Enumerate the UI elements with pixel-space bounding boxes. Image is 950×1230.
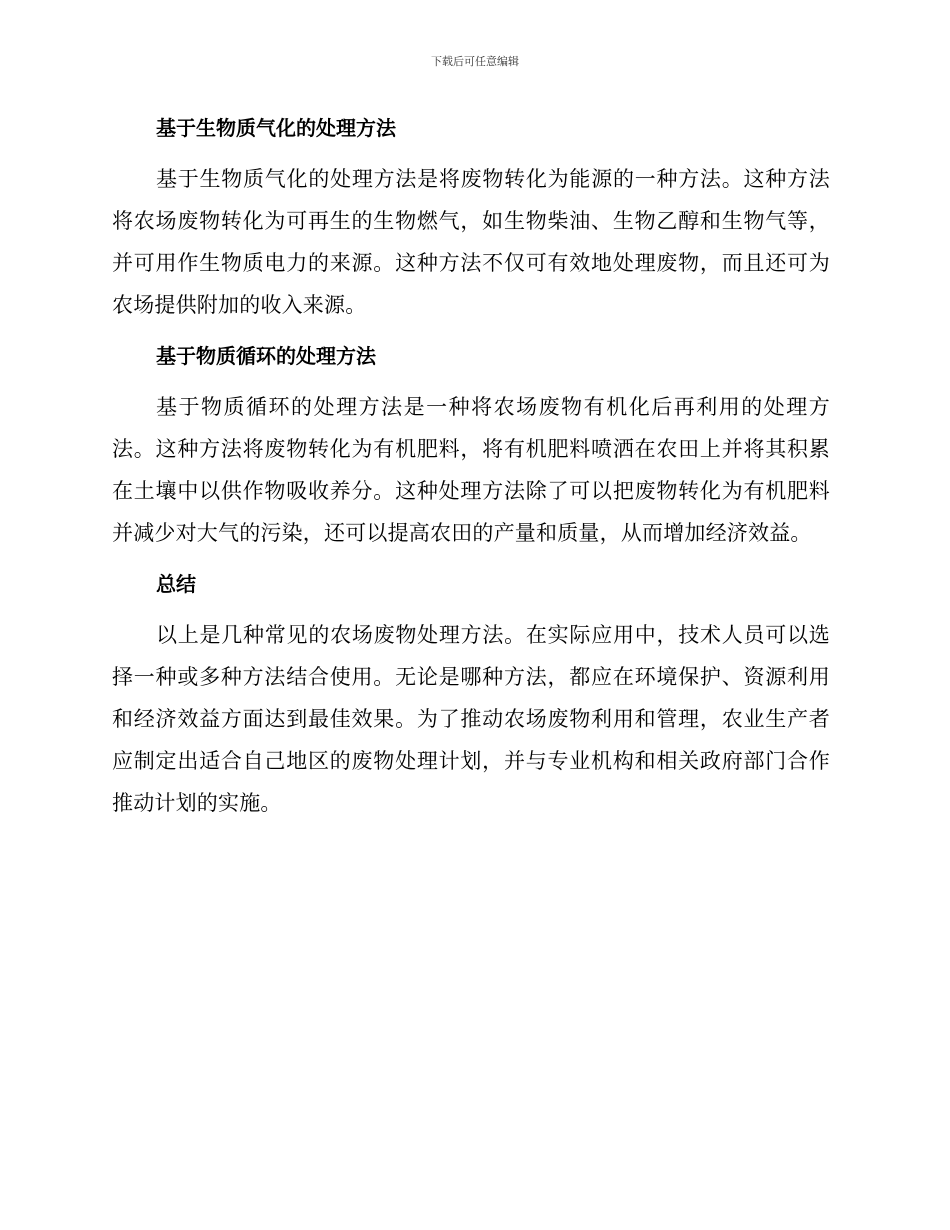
section-heading-summary: 总结 xyxy=(156,572,196,596)
section-heading-material-cycle: 基于物质循环的处理方法 xyxy=(156,344,376,368)
section-paragraph-biomass-gasification: 基于生物质气化的处理方法是将废物转化为能源的一种方法。这种方法将农场废物转化为可再生的生物燃气，如生物柴油、生物乙醇和生物气等，并可用作生物质电力的来源。这种方法不仅可有效地处理废物，而且还可为农场提供附加的收入来源。 xyxy=(112,167,830,317)
section-heading-biomass-gasification: 基于生物质气化的处理方法 xyxy=(156,116,396,140)
document-body xyxy=(112,108,830,834)
page-header-note: 下载后可任意编辑 xyxy=(431,55,519,68)
section-paragraph-material-cycle: 基于物质循环的处理方法是一种将农场废物有机化后再利用的处理方法。这种方法将废物转化为有机肥料，将有机肥料喷洒在农田上并将其积累在土壤中以供作物吸收养分。这种处理方法除了可以把废物转化为有机肥料并减少对大气的污染，还可以提高农田的产量和质量，从而增加经济效益。 xyxy=(112,395,830,545)
section-paragraph-summary: 以上是几种常见的农场废物处理方法。在实际应用中，技术人员可以选择一种或多种方法结合使用。无论是哪种方法，都应在环境保护、资源利用和经济效益方面达到最佳效果。为了推动农场废物利用和管理，农业生产者应制定出适合自己地区的废物处理计划，并与专业机构和相关政府部门合作推动计划的实施。 xyxy=(112,623,830,815)
